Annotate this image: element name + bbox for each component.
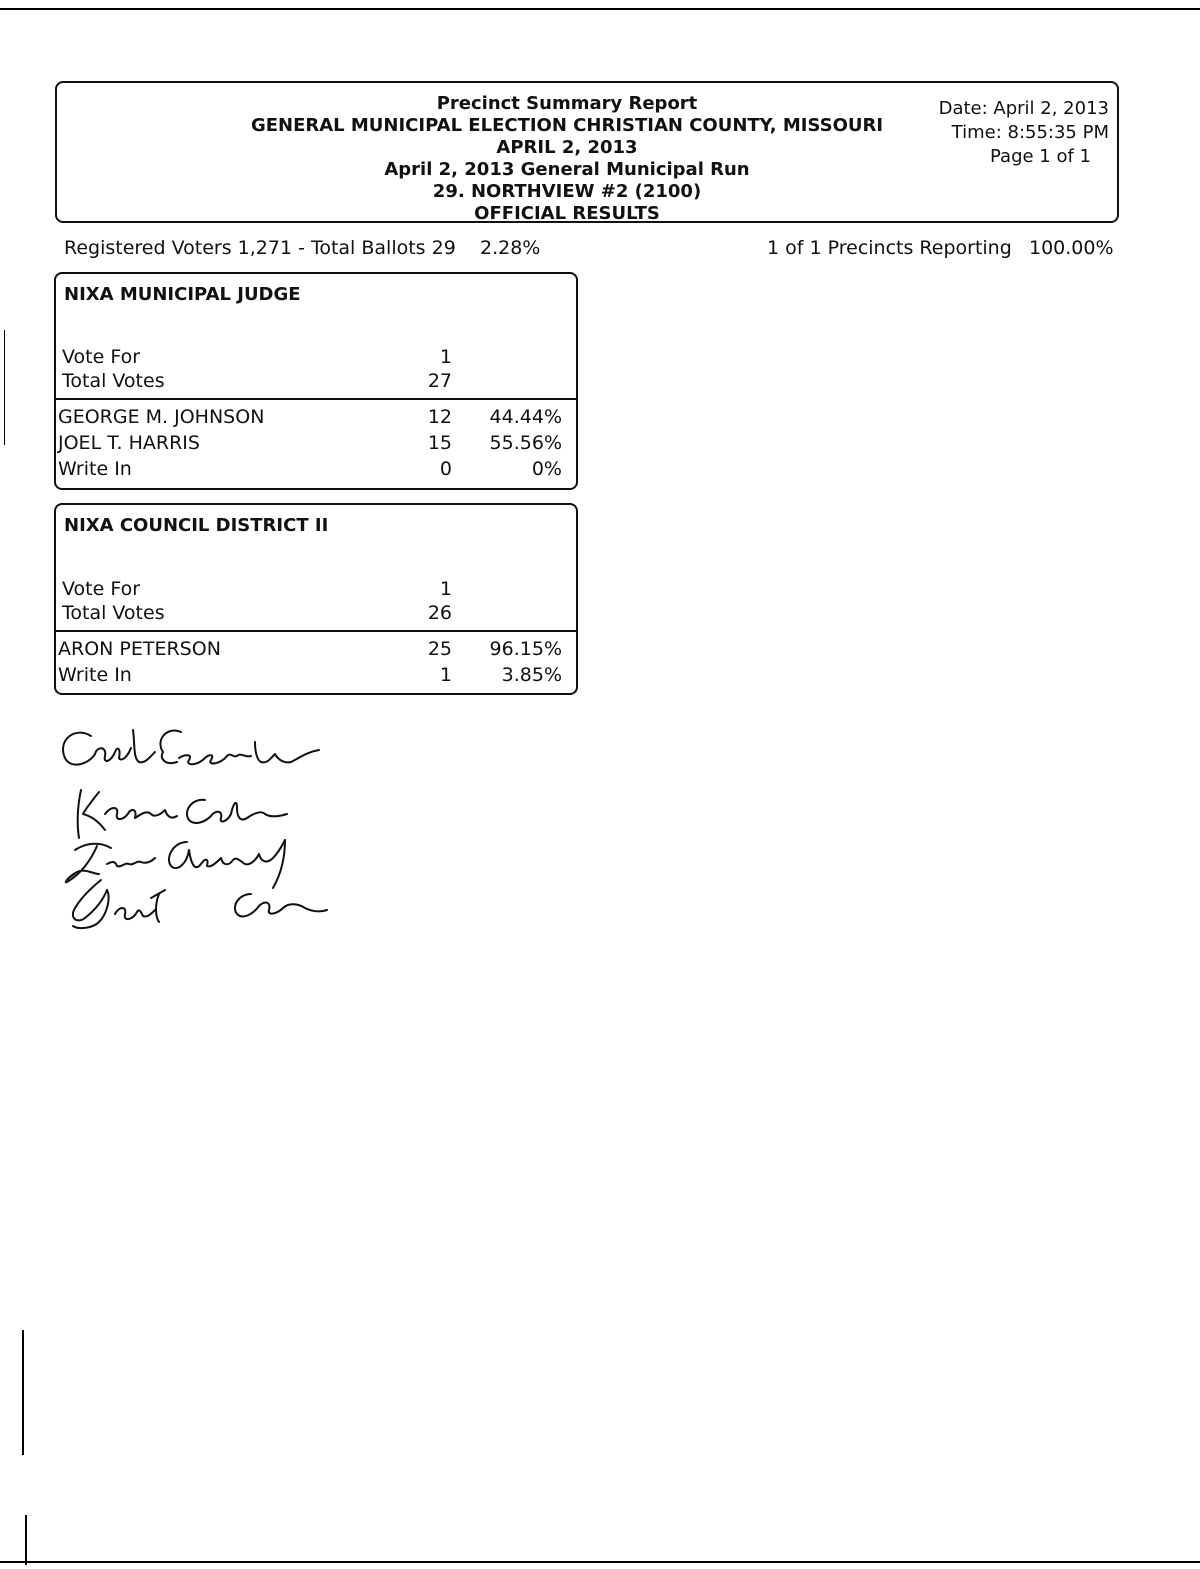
vote-for-value: 1 — [439, 578, 452, 600]
race-title: NIXA MUNICIPAL JUDGE — [64, 284, 301, 305]
candidate-name: Write In — [58, 458, 132, 480]
scan-mark-left-3 — [4, 330, 5, 445]
candidate-row — [56, 406, 576, 430]
race-divider — [56, 630, 576, 632]
vote-for-label: Vote For — [62, 578, 141, 600]
turnout-percent: 2.28% — [480, 237, 541, 259]
total-votes-label: Total Votes — [62, 370, 165, 392]
precincts-reporting-percent: 100.00% — [1029, 237, 1114, 259]
vote-for-row — [56, 346, 576, 370]
scan-edge-top — [0, 8, 1200, 10]
registered-voters-summary: Registered Voters 1,271 - Total Ballots 29 — [64, 237, 456, 259]
race-municipal-judge — [54, 272, 578, 490]
candidate-votes: 25 — [427, 638, 452, 660]
report-title-block — [57, 93, 1077, 225]
vote-for-row — [56, 578, 576, 602]
total-votes-row — [56, 370, 576, 394]
precincts-reporting: 1 of 1 Precincts Reporting — [767, 237, 1012, 259]
signature-4 — [73, 880, 327, 928]
race-divider — [56, 398, 576, 400]
total-votes-row — [56, 602, 576, 626]
candidate-name: GEORGE M. JOHNSON — [58, 406, 265, 428]
scan-mark-left-2 — [25, 1515, 27, 1565]
election-date: APRIL 2, 2013 — [496, 137, 638, 158]
signature-1 — [63, 730, 319, 765]
candidate-votes: 12 — [427, 406, 452, 428]
election-name: GENERAL MUNICIPAL ELECTION CHRISTIAN COUNTY, MISSOURI — [250, 115, 884, 136]
race-title: NIXA COUNCIL DISTRICT II — [64, 515, 329, 536]
candidate-votes: 15 — [427, 432, 452, 454]
vote-for-value: 1 — [439, 346, 452, 368]
candidate-row — [56, 664, 576, 688]
report-meta — [939, 97, 1109, 169]
report-title: Precinct Summary Report — [436, 93, 698, 114]
run-name: April 2, 2013 General Municipal Run — [384, 159, 750, 180]
candidate-percent: 44.44% — [489, 406, 562, 428]
candidate-votes: 0 — [439, 458, 452, 480]
report-date: Date: April 2, 2013 — [938, 98, 1109, 119]
report-time: Time: 8:55:35 PM — [951, 122, 1109, 143]
precinct-name: 29. NORTHVIEW #2 (2100) — [432, 181, 702, 202]
candidate-row — [56, 638, 576, 662]
candidate-percent: 3.85% — [501, 664, 562, 686]
page-number: Page 1 of 1 — [990, 146, 1091, 167]
total-votes-value: 27 — [427, 370, 452, 392]
candidate-percent: 0% — [531, 458, 562, 480]
candidate-name: ARON PETERSON — [58, 638, 221, 660]
vote-for-label: Vote For — [62, 346, 141, 368]
candidate-name: Write In — [58, 664, 132, 686]
signatures — [55, 718, 345, 938]
candidate-row — [56, 432, 576, 456]
scan-mark-left-1 — [22, 1330, 24, 1455]
scan-edge-bottom — [0, 1561, 1200, 1563]
candidate-votes: 1 — [439, 664, 452, 686]
signature-2 — [78, 790, 287, 838]
candidate-row — [56, 458, 576, 482]
results-status: OFFICIAL RESULTS — [474, 203, 660, 224]
candidate-percent: 96.15% — [489, 638, 562, 660]
candidate-percent: 55.56% — [489, 432, 562, 454]
total-votes-label: Total Votes — [62, 602, 165, 624]
report-header — [55, 81, 1119, 223]
total-votes-value: 26 — [427, 602, 452, 624]
candidate-name: JOEL T. HARRIS — [58, 432, 200, 454]
race-council-district-ii — [54, 503, 578, 695]
